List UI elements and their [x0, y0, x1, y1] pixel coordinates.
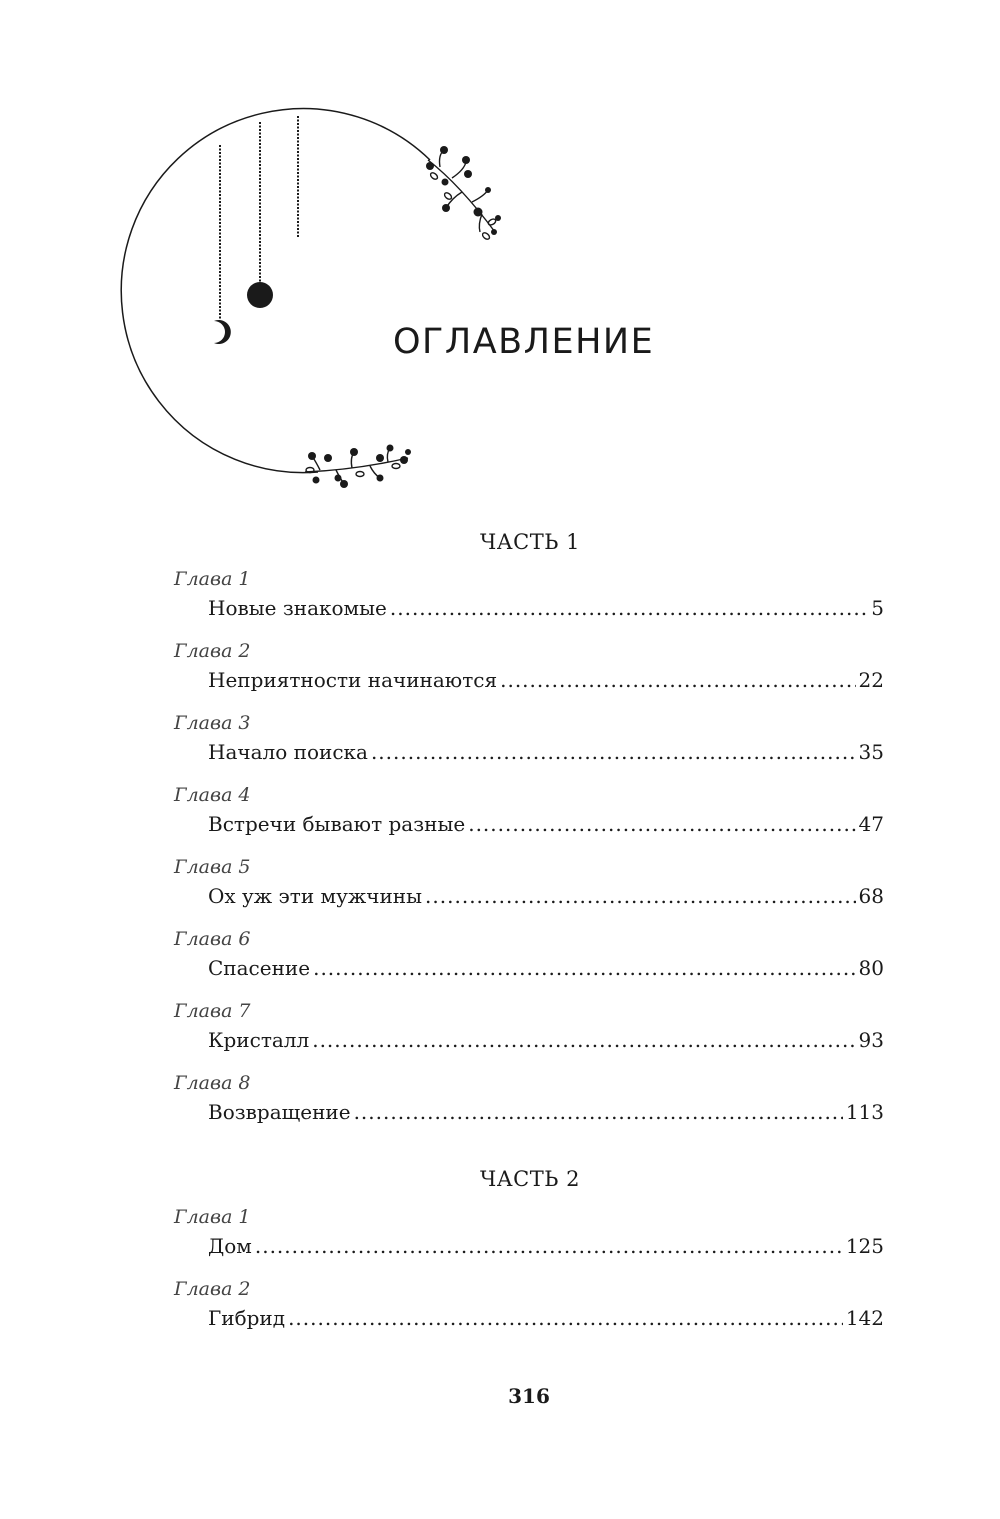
- toc-entry[interactable]: [208, 884, 884, 912]
- hanging-moon-icon: [214, 320, 231, 344]
- chapter-label: Глава 5: [174, 856, 251, 878]
- toc-entry[interactable]: [208, 596, 884, 624]
- dot-leader: [354, 1100, 843, 1124]
- page-title: ОГЛАВЛЕНИЕ: [393, 322, 655, 362]
- toc-entry[interactable]: [208, 668, 884, 696]
- toc-entry-page: 93: [858, 1028, 884, 1052]
- toc-entry-title: Ох уж эти мужчины: [208, 884, 423, 908]
- berry-branch-icon: [428, 150, 497, 240]
- dot-leader: [288, 1306, 843, 1330]
- toc-entry-page: 22: [858, 668, 884, 692]
- toc-entry-page: 142: [845, 1306, 884, 1330]
- dot-leader: [371, 740, 856, 764]
- toc-entry-title: Возвращение: [208, 1100, 351, 1124]
- toc-entry-page: 125: [845, 1234, 884, 1258]
- chapter-label: Глава 4: [174, 784, 251, 806]
- toc-entry-title: Спасение: [208, 956, 311, 980]
- toc-entry[interactable]: [208, 1028, 884, 1056]
- toc-entry[interactable]: [208, 956, 884, 984]
- dot-leader: [255, 1234, 843, 1258]
- chapter-label: Глава 1: [174, 1206, 251, 1228]
- page-number: 316: [508, 1384, 550, 1408]
- berry-cluster: [308, 445, 411, 489]
- toc-entry[interactable]: [208, 1100, 884, 1128]
- toc-entry[interactable]: [208, 740, 884, 768]
- dot-leader: [390, 596, 868, 620]
- toc-entry-title: Встречи бывают разные: [208, 812, 466, 836]
- toc-entry[interactable]: [208, 1234, 884, 1262]
- chapter-label: Глава 6: [174, 928, 251, 950]
- chapter-label: Глава 1: [174, 568, 251, 590]
- dot-leader: [313, 956, 855, 980]
- toc-entry-page: 47: [858, 812, 884, 836]
- moon-wreath-ornament: [0, 0, 1000, 520]
- part-heading: ЧАСТЬ 2: [480, 1167, 580, 1191]
- dot-leader: [312, 1028, 855, 1052]
- toc-entry-title: Гибрид: [208, 1306, 286, 1330]
- chapter-label: Глава 8: [174, 1072, 251, 1094]
- toc-entry-title: Начало поиска: [208, 740, 368, 764]
- toc-entry-page: 80: [858, 956, 884, 980]
- toc-entry-title: Кристалл: [208, 1028, 310, 1052]
- dot-leader: [500, 668, 855, 692]
- toc-entry-page: 113: [845, 1100, 884, 1124]
- chapter-label: Глава 2: [174, 640, 251, 662]
- dot-leader: [468, 812, 855, 836]
- chapter-label: Глава 3: [174, 712, 251, 734]
- hanging-moon-icon: [294, 241, 305, 263]
- chapter-label: Глава 7: [174, 1000, 251, 1022]
- toc-entry-page: 35: [858, 740, 884, 764]
- toc-entry-page: 5: [871, 596, 884, 620]
- toc-entry-title: Дом: [208, 1234, 252, 1258]
- hanging-full-moon-icon: [247, 282, 273, 308]
- part-heading: ЧАСТЬ 1: [480, 530, 580, 554]
- toc-entry-title: Неприятности начинаются: [208, 668, 498, 692]
- toc-entry[interactable]: [208, 1306, 884, 1334]
- toc-entry-page: 68: [858, 884, 884, 908]
- toc-entry[interactable]: [208, 812, 884, 840]
- chapter-label: Глава 2: [174, 1278, 251, 1300]
- dot-leader: [425, 884, 856, 908]
- circle-frame-icon: [121, 109, 430, 473]
- toc-entry-title: Новые знакомые: [208, 596, 387, 620]
- berry-cluster: [426, 146, 501, 235]
